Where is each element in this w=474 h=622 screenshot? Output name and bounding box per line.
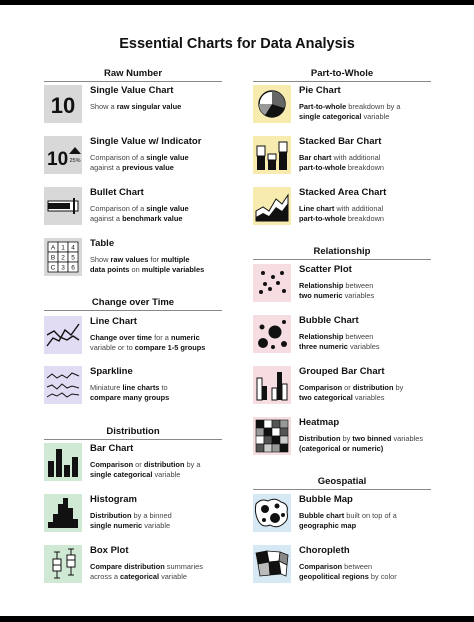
bar-chart-icon — [44, 443, 82, 481]
heatmap-icon-cell — [272, 436, 280, 444]
sparkline-icon — [44, 366, 82, 404]
box-plot-icon — [44, 545, 82, 583]
section-relationship: Relationship — [253, 246, 431, 260]
single-value-indicator-desc: Comparison of a single value against a previous value — [90, 153, 189, 172]
box-plot-desc: Compare distribution summaries across a categorical variable — [90, 562, 203, 581]
bubble-desc: Relationship between three numeric variables — [299, 332, 380, 351]
sparkline-desc: Miniature line charts to compare many groups — [90, 383, 170, 402]
stacked-bar-desc: Bar chart with additional part-to-whole breakdown — [299, 153, 385, 172]
item-bar — [44, 443, 244, 489]
grouped-bar-title: Grouped Bar Chart — [299, 366, 385, 377]
heatmap-icon-cell — [256, 444, 264, 452]
bubble-map-desc: Bubble chart built on top of a geographic map — [299, 511, 397, 530]
bullet-chart-icon — [44, 187, 82, 225]
heatmap-desc: Distribution by two binned variables (categorical or numeric) — [299, 434, 424, 453]
heatmap-icon-cell — [272, 428, 280, 436]
page-title: Essential Charts for Data Analysis — [119, 36, 355, 52]
bullet-desc: Comparison of a single value against a benchmark value — [90, 204, 189, 223]
heatmap-icon-cell — [280, 436, 288, 444]
stacked-bar-title: Stacked Bar Chart — [299, 136, 382, 147]
single-value-number: 10 — [50, 93, 76, 118]
heatmap-icon-cell — [264, 428, 272, 436]
table-icon-cell: C — [50, 264, 56, 272]
bar-title: Bar Chart — [90, 443, 134, 454]
choropleth-icon — [253, 545, 291, 583]
stacked-area-title: Stacked Area Chart — [299, 187, 387, 198]
sparkline-title: Sparkline — [90, 366, 133, 377]
histogram-desc: Distribution by a binned single numeric variable — [90, 511, 172, 530]
item-box-plot — [44, 545, 244, 591]
heatmap-icon-cell — [264, 420, 272, 428]
table-icon-cell: B — [50, 254, 56, 262]
choropleth-title: Choropleth — [299, 545, 350, 556]
item-bubble — [253, 315, 453, 361]
heatmap-title: Heatmap — [299, 417, 340, 428]
item-table — [44, 238, 244, 284]
item-scatter — [253, 264, 453, 310]
table-icon-cell: 3 — [61, 264, 65, 272]
choropleth-desc: Comparison between geopolitical regions by color — [299, 562, 397, 581]
up-triangle-icon — [69, 147, 81, 154]
pie-desc: Part-to-whole breakdown by a single categorical variable — [299, 102, 401, 121]
single-value-icon — [44, 85, 82, 123]
bubble-map-icon — [253, 494, 291, 532]
bubble-map-title: Bubble Map — [299, 494, 353, 505]
section-distribution: Distribution — [44, 426, 222, 440]
section-change-over-time: Change over Time — [44, 297, 222, 311]
table-icon-cell: 2 — [61, 254, 65, 262]
bubble-title: Bubble Chart — [299, 315, 359, 326]
heatmap-icon-cell — [272, 420, 280, 428]
table-desc: Show raw values for multiple data points on multiple variables — [90, 255, 205, 274]
table-icon-cell: 5 — [71, 254, 75, 262]
heatmap-icon-cell — [256, 420, 264, 428]
line-chart-icon — [44, 316, 82, 354]
heatmap-icon-cell — [256, 428, 264, 436]
stacked-area-icon — [253, 187, 291, 225]
bullet-title: Bullet Chart — [90, 187, 144, 198]
heatmap-icon — [253, 417, 291, 455]
table-icon-cell: A — [50, 244, 56, 252]
line-desc: Change over time for a numeric variable or to compare 1-5 groups — [90, 333, 206, 352]
box-plot-title: Box Plot — [90, 545, 129, 556]
single-value-title: Single Value Chart — [90, 85, 174, 96]
grouped-bar-icon — [253, 366, 291, 404]
table-icon-cell: 1 — [61, 244, 65, 252]
item-histogram — [44, 494, 244, 540]
item-line — [44, 316, 244, 362]
item-single-value — [44, 85, 244, 131]
section-part-to-whole: Part-to-Whole — [253, 68, 431, 82]
item-stacked-bar — [253, 136, 453, 182]
bar-desc: Comparison or distribution by a single categorical variable — [90, 460, 201, 479]
heatmap-icon-cell — [256, 436, 264, 444]
pie-title: Pie Chart — [299, 85, 341, 96]
item-heatmap — [253, 417, 453, 463]
scatter-plot-icon — [253, 264, 291, 302]
single-value-desc: Show a raw singular value — [90, 102, 182, 111]
histogram-icon — [44, 494, 82, 532]
item-pie — [253, 85, 453, 131]
single-value-indicator-icon — [44, 136, 82, 174]
single-value-indicator-title: Single Value w/ Indicator — [90, 136, 202, 147]
table-title: Table — [90, 238, 115, 249]
infographic-page — [0, 5, 474, 616]
line-title: Line Chart — [90, 316, 137, 327]
heatmap-icon-cell — [264, 436, 272, 444]
scatter-title: Scatter Plot — [299, 264, 352, 275]
item-choropleth — [253, 545, 453, 591]
item-stacked-area — [253, 187, 453, 233]
grouped-bar-desc: Comparison or distribution by two categorical variables — [299, 383, 404, 402]
stacked-area-desc: Line chart with additional part-to-whole breakdown — [299, 204, 385, 223]
pie-chart-icon — [253, 85, 291, 123]
table-icon — [44, 238, 82, 276]
heatmap-icon-cell — [280, 420, 288, 428]
item-bullet — [44, 187, 244, 233]
heatmap-icon-cell — [272, 444, 280, 452]
indicator-percent: 25% — [69, 158, 81, 164]
scatter-desc: Relationship between two numeric variables — [299, 281, 375, 300]
section-raw-number: Raw Number — [44, 68, 222, 82]
indicator-number: 10 — [47, 149, 69, 170]
item-sparkline — [44, 366, 244, 412]
item-bubble-map — [253, 494, 453, 540]
item-single-value-indicator — [44, 136, 244, 182]
table-icon-cell: 6 — [71, 264, 75, 272]
histogram-title: Histogram — [90, 494, 137, 505]
table-icon-cell: 4 — [71, 244, 75, 252]
heatmap-icon-cell — [264, 444, 272, 452]
section-geospatial: Geospatial — [253, 476, 431, 490]
item-grouped-bar — [253, 366, 453, 412]
stacked-bar-icon — [253, 136, 291, 174]
heatmap-icon-cell — [280, 428, 288, 436]
bubble-chart-icon — [253, 315, 291, 353]
heatmap-icon-cell — [280, 444, 288, 452]
